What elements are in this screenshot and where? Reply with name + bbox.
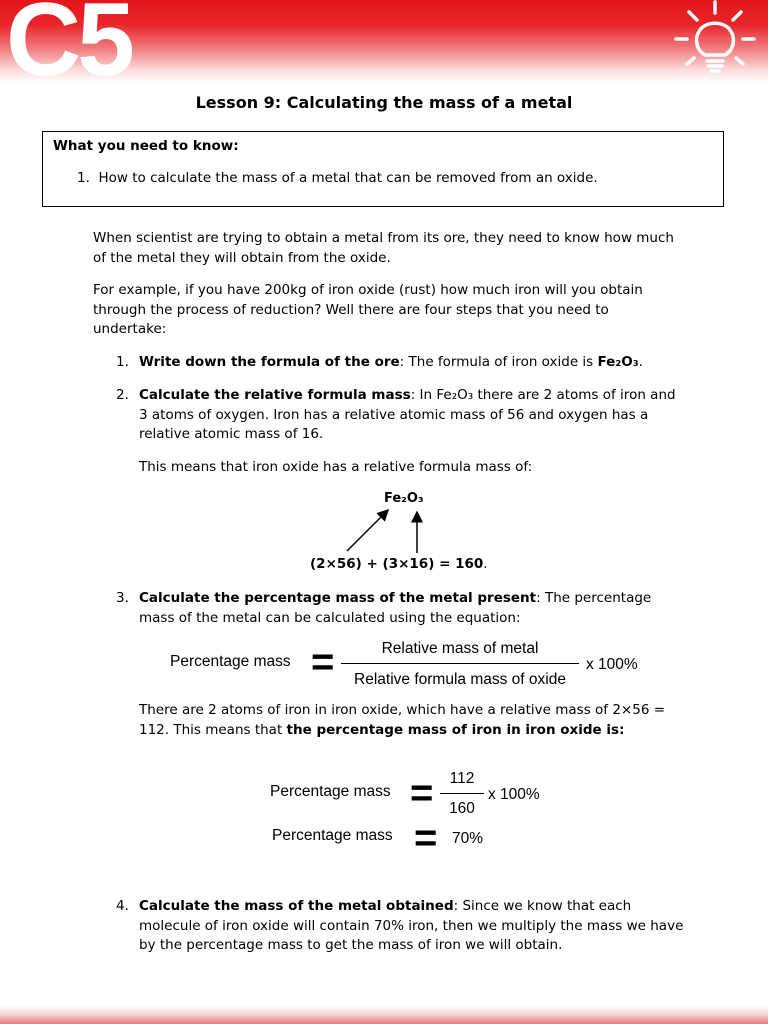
- step-text: There are 2 atoms of iron in iron oxide, which have a relative mass of 2×56 = 112. This means that: [139, 702, 666, 738]
- equation-numerator: Relative mass of metal: [381, 640, 539, 657]
- result-lhs: Percentage mass: [272, 827, 393, 844]
- step-title: Calculate the mass of the metal obtained: [139, 898, 454, 914]
- worked-numerator: 112: [449, 770, 475, 787]
- formula: Fe₂O₃: [436, 387, 474, 403]
- worked-multiplier: x 100%: [488, 786, 540, 803]
- formula-mass-calculation: (2×56) + (3×16) = 160.: [310, 556, 488, 572]
- equals-sign: =: [414, 816, 438, 860]
- step-title: Write down the formula of the ore: [139, 354, 400, 370]
- course-logo: C5: [6, 0, 131, 98]
- step-number: 4.: [116, 898, 129, 914]
- step-title: Calculate the percentage mass of the metal present: [139, 590, 537, 606]
- objective-text: How to calculate the mass of a metal that can be removed from an oxide.: [98, 170, 598, 186]
- learning-objectives-box: [42, 131, 724, 207]
- objectives-heading: What you need to know:: [53, 138, 239, 154]
- step-4: [139, 897, 684, 956]
- step-text: : The formula of iron oxide is: [399, 354, 598, 370]
- step-number: 1.: [116, 354, 129, 370]
- step-number: 2.: [116, 387, 129, 403]
- result-value: 70%: [452, 830, 484, 847]
- intro-paragraph-2: For example, if you have 200kg of iron oxide (rust) how much iron will you obtain through the process of reduction? Well there are four steps that you need to undertake:: [93, 282, 643, 337]
- step-text: : Since we know that each molecule of iron oxide will contain 70% iron, then we multiply the mass we have by the percentage mass to get the mass of iron we will obtain.: [139, 898, 684, 953]
- diagram-formula: Fe₂O₃: [384, 491, 424, 506]
- step-text-cont: there are 2 atoms of iron and 3 atoms of oxygen. Iron has a relative atomic mass of 56 and oxygen has a relative atomic mass of 16.: [139, 387, 676, 442]
- step-title: Calculate the relative formula mass: [139, 387, 411, 403]
- step-number: 3.: [116, 590, 129, 606]
- intro-paragraph-1: When scientist are trying to obtain a metal from its ore, they need to know how much of the metal they will obtain from the oxide.: [93, 230, 674, 266]
- step-1: [139, 353, 684, 373]
- worked-denominator: 160: [449, 800, 475, 817]
- equation-lhs: Percentage mass: [170, 653, 291, 670]
- step-2: [139, 386, 684, 445]
- step-text-end: .: [638, 354, 643, 370]
- step-3-explanation: [139, 701, 684, 740]
- lightbulb-icon: [672, 0, 762, 80]
- step-text: : The percentage mass of the metal can be calculated using the equation:: [139, 590, 652, 626]
- footer-band: [0, 1006, 768, 1024]
- equals-sign: =: [410, 771, 434, 815]
- formula: Fe₂O₃: [597, 354, 639, 370]
- step-2-note: This means that iron oxide has a relative formula mass of:: [139, 459, 533, 475]
- arrow-iron: [347, 510, 388, 551]
- fraction-bar: [341, 663, 579, 664]
- lesson-title: Lesson 9: Calculating the mass of a metal: [195, 93, 573, 112]
- objective-item: [77, 170, 598, 186]
- objective-number: 1.: [77, 170, 90, 186]
- fraction-bar: [440, 793, 484, 794]
- step-text: : In: [410, 387, 437, 403]
- equation-multiplier: x 100%: [586, 656, 638, 673]
- step-text-bold: the percentage mass of iron in iron oxide is:: [286, 721, 625, 738]
- equals-sign: =: [311, 640, 335, 684]
- step-3: [139, 589, 684, 628]
- calc-text: (2×56) + (3×16) = 160: [310, 556, 484, 572]
- worked-lhs: Percentage mass: [270, 783, 391, 800]
- equation-denominator: Relative formula mass of oxide: [354, 671, 566, 688]
